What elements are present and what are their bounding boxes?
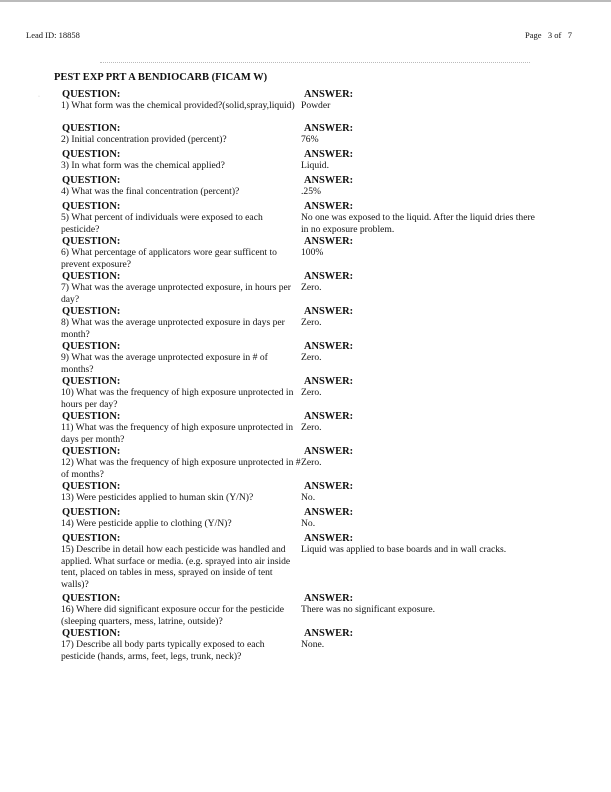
answer-text: Zero. <box>301 317 322 328</box>
question-text: 12) What was the frequency of high exposure unprotected in # of months? <box>61 457 301 480</box>
page-number: Page 3 of 7 <box>525 30 572 40</box>
scan-artifact-line <box>0 0 611 2</box>
question-label: QUESTION: <box>62 149 121 160</box>
question-text: 9) What was the average unprotected exposure in # of months? <box>61 352 268 375</box>
question-text: 6) What percentage of applicators wore gear sufficent to prevent exposure? <box>61 247 277 270</box>
answer-label: ANSWER: <box>304 271 354 282</box>
question-text: 14) Were pesticide applie to clothing (Y/N)? <box>61 518 232 529</box>
answer-text: 76% <box>301 134 319 145</box>
question-label: QUESTION: <box>62 411 121 422</box>
answer-label: ANSWER: <box>304 411 354 422</box>
question-label: QUESTION: <box>62 593 121 604</box>
answer-text: Liquid was applied to base boards and in wall cracks. <box>301 544 507 555</box>
answer-label: ANSWER: <box>304 507 354 518</box>
question-text: 16) Where did significant exposure occur for the pesticide (sleeping quarters, mess, latrine, outside)? <box>61 604 285 627</box>
answer-text: 100% <box>301 247 324 258</box>
question-text: 10) What was the frequency of high exposure unprotected in hours per day? <box>61 387 294 410</box>
answer-label: ANSWER: <box>304 89 354 100</box>
question-text: 3) In what form was the chemical applied? <box>61 160 225 171</box>
question-text: 13) Were pesticides applied to human skin (Y/N)? <box>61 492 254 503</box>
question-label: QUESTION: <box>62 507 121 518</box>
answer-label: ANSWER: <box>304 481 354 492</box>
answer-label: ANSWER: <box>304 123 354 134</box>
answer-label: ANSWER: <box>304 175 354 186</box>
question-label: QUESTION: <box>62 123 121 134</box>
answer-text: There was no significant exposure. <box>301 604 436 615</box>
answer-label: ANSWER: <box>304 149 354 160</box>
question-label: QUESTION: <box>62 628 121 639</box>
question-label: QUESTION: <box>62 271 121 282</box>
question-text: 2) Initial concentration provided (percent)? <box>61 134 227 145</box>
question-label: QUESTION: <box>62 376 121 387</box>
answer-label: ANSWER: <box>304 628 354 639</box>
lead-id: Lead ID: 18858 <box>26 30 80 40</box>
question-text: 15) Describe in detail how each pesticide was handled and applied. What surface or media. (e.g. sprayed into air inside tent, placed on tables in mess, sprayed on inside of tent walls)? <box>61 544 291 590</box>
answer-label: ANSWER: <box>304 201 354 212</box>
answer-text: Zero. <box>301 282 322 293</box>
answer-text: Powder <box>301 100 331 111</box>
answer-text: No. <box>301 492 316 503</box>
answer-text: None. <box>301 639 325 650</box>
question-label: QUESTION: <box>62 201 121 212</box>
answer-label: ANSWER: <box>304 306 354 317</box>
answer-text: No. <box>301 518 316 529</box>
question-text: 8) What was the average unprotected exposure in days per month? <box>61 317 285 340</box>
answer-text: No one was exposed to the liquid. After the liquid dries there in no exposure problem. <box>301 212 535 235</box>
scan-artifact-dots <box>100 62 530 63</box>
question-text: 4) What was the final concentration (percent)? <box>61 186 240 197</box>
section-title: PEST EXP PRT A BENDIOCARB (FICAM W) <box>54 72 268 83</box>
answer-text: .25% <box>301 186 321 197</box>
answer-text: Zero. <box>301 422 322 433</box>
question-label: QUESTION: <box>62 341 121 352</box>
question-text: 5) What percent of individuals were exposed to each pesticide? <box>61 212 263 235</box>
answer-label: ANSWER: <box>304 533 354 544</box>
question-label: QUESTION: <box>62 236 121 247</box>
scan-speck: · <box>38 94 40 100</box>
answer-label: ANSWER: <box>304 376 354 387</box>
question-text: 17) Describe all body parts typically exposed to each pesticide (hands, arms, feet, legs, trunk, neck)? <box>61 639 265 662</box>
question-label: QUESTION: <box>62 481 121 492</box>
question-text: 1) What form was the chemical provided?(solid,spray,liquid) <box>61 100 295 111</box>
answer-label: ANSWER: <box>304 341 354 352</box>
question-text: 11) What was the frequency of high exposure unprotected in days per month? <box>61 422 294 445</box>
question-label: QUESTION: <box>62 175 121 186</box>
question-label: QUESTION: <box>62 446 121 457</box>
question-label: QUESTION: <box>62 89 121 100</box>
answer-text: Liquid. <box>301 160 329 171</box>
question-label: QUESTION: <box>62 533 121 544</box>
answer-text: Zero. <box>301 387 322 398</box>
answer-text: Zero. <box>301 352 322 363</box>
answer-label: ANSWER: <box>304 236 354 247</box>
question-label: QUESTION: <box>62 306 121 317</box>
answer-label: ANSWER: <box>304 446 354 457</box>
answer-label: ANSWER: <box>304 593 354 604</box>
answer-text: Zero. <box>301 457 322 468</box>
question-text: 7) What was the average unprotected exposure, in hours per day? <box>61 282 291 305</box>
